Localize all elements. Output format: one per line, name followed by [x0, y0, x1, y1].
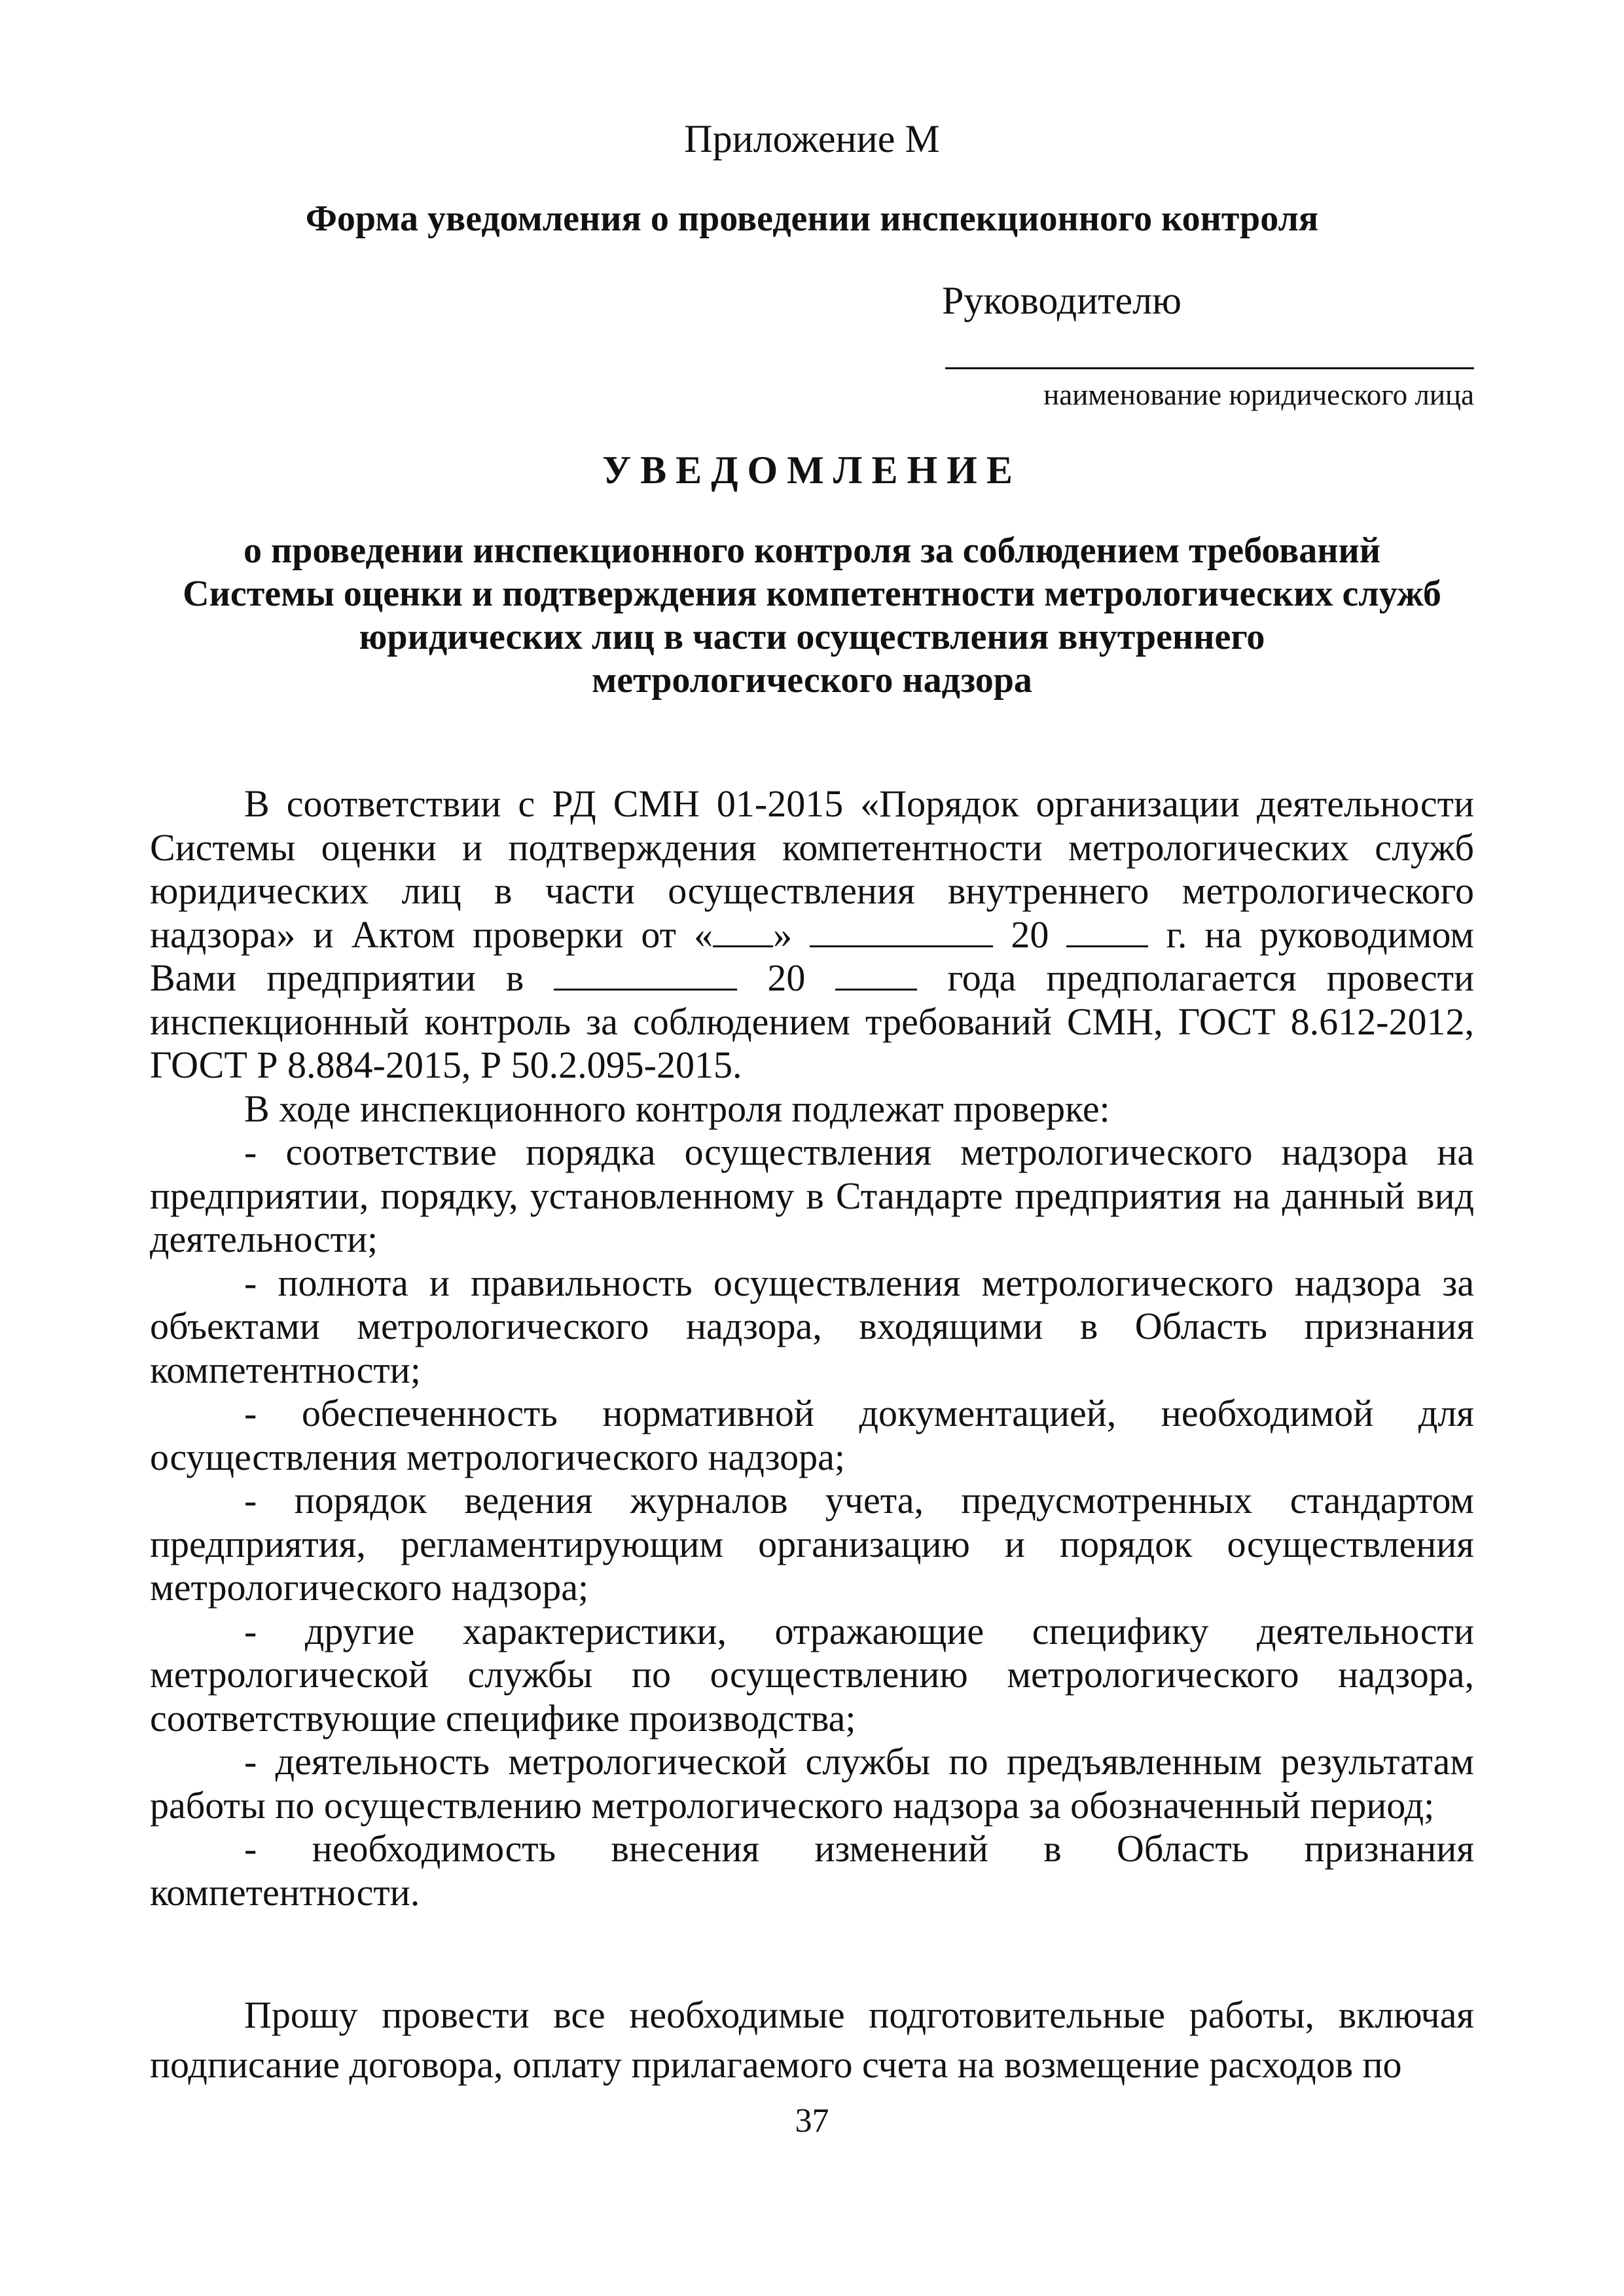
intro-text: В соответствии с РД СМН 01-2015 «Порядок организации деятельности Системы оценки и подтверждения компетентности метрологических служб юридических лиц в части осуществления внутреннего метрологического надзора» и Актом проверки от «	[150, 782, 1474, 956]
form-title: Форма уведомления о проведении инспекционного контроля	[305, 198, 1319, 239]
blank-year-field	[835, 957, 917, 991]
intro-text: г. на руководимом Вами предприятии в	[150, 913, 1475, 999]
recipient-name-line	[945, 367, 1474, 369]
addressee-label: Руководителю	[942, 279, 1182, 322]
blank-day-field	[713, 914, 773, 947]
subject-line: метрологического надзора	[592, 660, 1032, 701]
intro-text: »	[773, 913, 793, 956]
notice-body	[150, 782, 1474, 2090]
recipient-name-caption: наименование юридического лица	[1043, 378, 1474, 411]
intro-text: 20	[1011, 913, 1049, 956]
check-item: - соответствие порядка осуществления метрологического надзора на предприятии, порядку, установленному в Стандарте предприятия на данный вид деятельности;	[150, 1131, 1474, 1260]
intro-paragraph	[150, 782, 1474, 1087]
notice-subject	[150, 529, 1474, 702]
blank-month-field	[810, 914, 993, 947]
check-item: - необходимость внесения изменений в Область признания компетентности.	[150, 1827, 1474, 1914]
intro-text: года предполагается провести инспекционный контроль за соблюдением требований СМН, ГОСТ 8.612-2012, ГОСТ Р 8.884-2015, Р 50.2.095-2015.	[150, 957, 1475, 1086]
check-item: - порядок ведения журналов учета, предусмотренных стандартом предприятия, регламентирующим организацию и порядок осуществления метрологического надзора;	[150, 1479, 1474, 1609]
check-item: - деятельность метрологической службы по предъявленным результатам работы по осуществлению метрологического надзора за обозначенный период;	[150, 1740, 1474, 1827]
subject-line: о проведении инспекционного контроля за соблюдением требований	[243, 530, 1381, 571]
checks-intro: В ходе инспекционного контроля подлежат проверке:	[244, 1087, 1110, 1130]
subject-line: юридических лиц в части осуществления внутреннего	[359, 617, 1265, 657]
blank-month-field	[554, 957, 737, 991]
intro-text: 20	[767, 957, 806, 999]
check-item: - полнота и правильность осуществления метрологического надзора за объектами метрологического надзора, входящими в Область признания компетентности;	[150, 1261, 1474, 1391]
check-item: - обеспеченность нормативной документацией, необходимой для осуществления метрологического надзора;	[150, 1392, 1474, 1478]
blank-year-field	[1066, 914, 1148, 947]
check-item: - другие характеристики, отражающие специфику деятельности метрологической службы по осуществлению метрологического надзора, соответствующие специфике производства;	[150, 1609, 1474, 1740]
page-number: 37	[795, 2102, 829, 2140]
appendix-label: Приложение М	[684, 117, 940, 160]
notice-heading: УВЕДОМЛЕНИЕ	[602, 448, 1022, 492]
request-paragraph: Прошу провести все необходимые подготовительные работы, включая подписание договора, оплату прилагаемого счета на возмещение расходов по	[150, 1994, 1474, 2086]
subject-line: Системы оценки и подтверждения компетентности метрологических служб	[183, 574, 1441, 614]
